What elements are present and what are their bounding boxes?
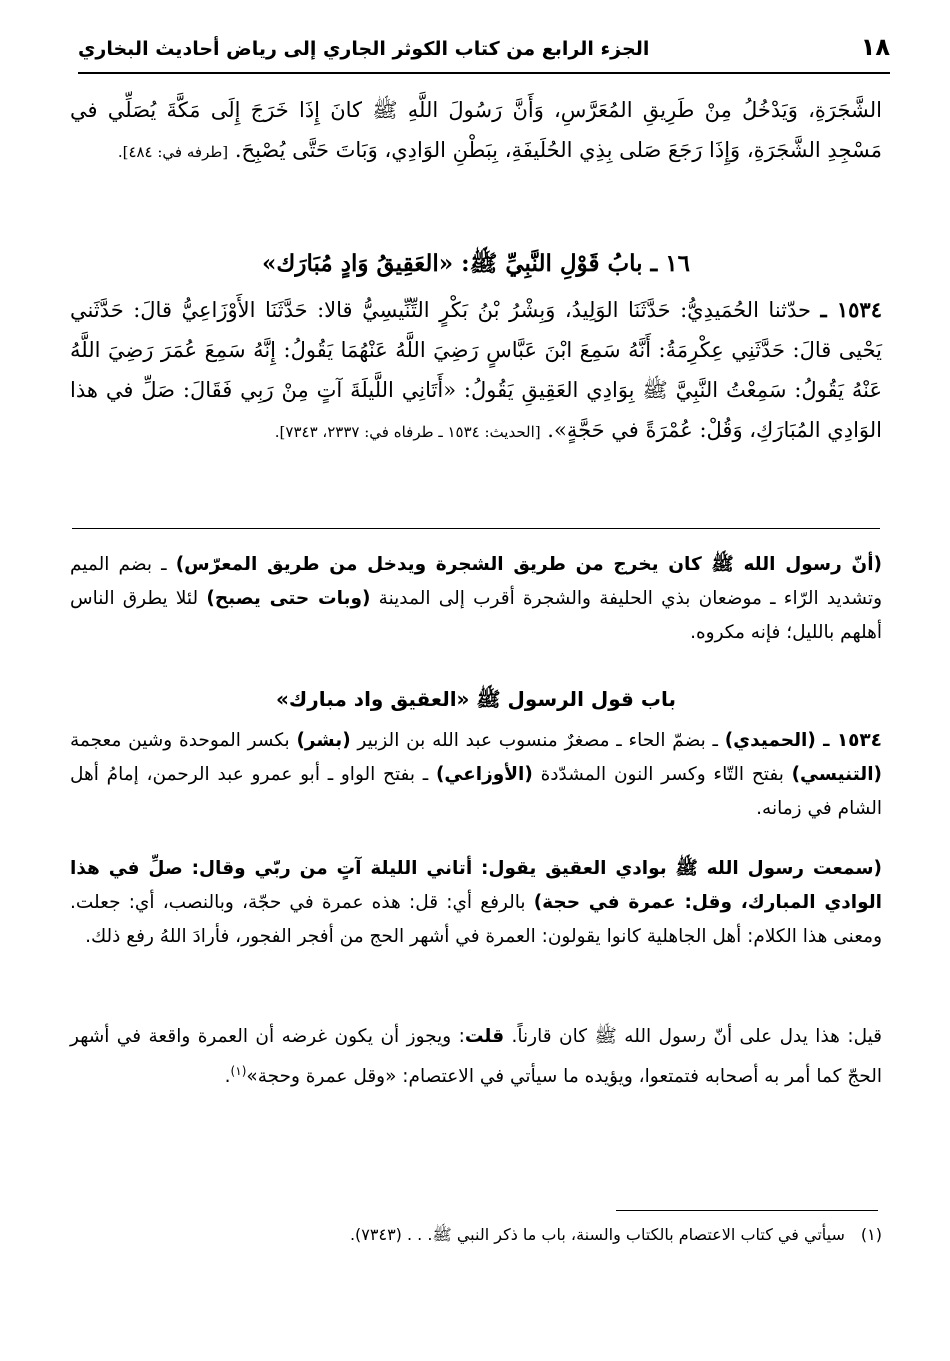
hadith-text: حدّثنا الحُمَيدِيُّ: حَدَّثَنَا الوَلِيدُ، وَبِشْرُ بْنُ بَكْرٍ التِّنِّيسِيُّ قالا: حَدَّثَنَا الأَوْزَاعِيُّ قالَ: حَدَّثَني يَحْيى قالَ: حَدَّثَنِي عِكْرِمَةُ: أَنَّهُ سَمِعَ ابْنَ عَبَّاسٍ رَضِيَ اللَّهُ عَنْهُمَا يَقُولُ: إِنَّهُ سَمِعَ عُمَرَ رَضِيَ اللَّهُ عَنْهُ يَقُولُ: سَمِعْتُ النَّبِيَّ ﷺ بِوَادِي العَقِيقِ يَقُولُ: «أَتَانِي اللَّيلَةَ آتٍ مِنْ رَبِي فَقَالَ: صَلِّ في هذا الوَادِي المُبَارَكِ، وَقُلْ: عُمْرَةً في حَجَّةٍ». xyxy=(70,298,882,442)
commentary-1-lemma: (أنّ رسول الله ﷺ كان يخرج من طريق الشجرة ويدخل من طريق المعرّس) xyxy=(175,554,883,575)
hadith-ref: [الحديث: ١٥٣٤ ـ طرفاه في: ٢٣٣٧، ٧٣٤٣]. xyxy=(274,423,541,441)
commentary-1-text: ـ بضم الميم وتشديد الرّاء ـ موضعان بذي الحليفة والشجرة أقرب إلى المدينة xyxy=(70,554,882,609)
commentary-2-lemma-2: (بشر) xyxy=(296,730,351,751)
commentary-3-lemma: (سمعت رسول الله ﷺ بوادي العقيق يقول: أتاني الليلة آتٍ من ربّي وقال: صلِّ في هذا الوادي المبارك، وقل: عمرة في حجة) xyxy=(70,858,882,913)
commentary-2-text-1: ـ بضمّ الحاء ـ مصغرٌ منسوب عبد الله بن الزبير xyxy=(350,730,725,751)
commentary-2-lemma-4: (الأوزاعي) xyxy=(435,764,533,785)
commentary-1-lemma-2: (وبات حتى يصبح) xyxy=(206,588,371,609)
commentary-4-text-1: قيل: هذا يدل على أنّ رسول الله ﷺ كان قارناً. xyxy=(504,1026,883,1047)
hadith-number: ١٥٣٤ ـ xyxy=(820,297,882,322)
page-number: ١٨ xyxy=(860,33,890,61)
commentary-2-number: ١٥٣٤ ـ xyxy=(815,730,882,751)
footnote xyxy=(70,1222,882,1248)
commentary-2-lemma-3: (التنيسي) xyxy=(791,764,882,785)
commentary-paragraph-3 xyxy=(70,852,882,954)
chapter-heading: ١٦ ـ بابُ قَوْلِ النَّبِيِّ ﷺ: «العَقِيقُ وَادٍ مُبَارَك» xyxy=(262,250,690,277)
section-divider xyxy=(72,528,880,529)
footnote-text: سيأتي في كتاب الاعتصام بالكتاب والسنة، باب ما ذكر النبي ﷺ. . . (٧٣٤٣). xyxy=(349,1225,845,1244)
commentary-4-text-3: . xyxy=(224,1066,231,1088)
commentary-chapter-heading: باب قول الرسول ﷺ «العقيق واد مبارك» xyxy=(276,687,676,711)
commentary-1-text-2: لئلا يطرق الناس أهلهم بالليل؛ فإنه مكروه. xyxy=(70,588,882,643)
commentary-2-lemma-1: (الحميدي) xyxy=(724,730,816,751)
commentary-2-text-3: بفتح التّاء وكسر النون المشدّدة xyxy=(532,764,792,785)
commentary-4-text-2: : ويجوز أن يكون غرضه أن العمرة واقعة في أشهر الحجّ كما أمر به أصحابه فتمتعوا، ويؤيده ما سيأتي في الاعتصام: «وقل عمرة وحجة» xyxy=(70,1026,882,1088)
commentary-3-text: بالرفع أي: قل: هذه عمرة في حجّة، وبالنصب، أي: جعلت. ومعنى هذا الكلام: أهل الجاهلية كانوا يقولون: العمرة في أشهر الحج من أفجر الفجور، فأرادَ اللهُ رفع ذلك. xyxy=(70,892,882,947)
footnote-ref[interactable]: (١) xyxy=(230,1064,247,1078)
commentary-paragraph-1 xyxy=(70,548,882,650)
hadith-continuation-text: الشَّجَرَةِ، وَيَدْخُلُ مِنْ طَرِيقِ المُعَرَّسِ، وَأَنَّ رَسُولَ اللَّهِ ﷺ كانَ إِذَا خَرَجَ إِلَى مَكَّةَ يُصَلِّي في مَسْجِدِ الشَّجَرَةِ، وَإِذَا رَجَعَ صَلى بِذِي الحُلَيفَةِ، بِبَطْنِ الوَادِي، وَبَاتَ حَتَّى يُصْبِحَ. xyxy=(70,98,882,162)
footnote-number: (١) xyxy=(860,1225,882,1244)
commentary-2-text-4: ـ بفتح الواو ـ أبو عمرو عبد الرحمن، إمامُ أهل الشام في زمانه. xyxy=(70,764,882,819)
hadith-1534 xyxy=(70,290,882,452)
running-title: الجزء الرابع من كتاب الكوثر الجاري إلى رياض أحاديث البخاري xyxy=(78,38,650,60)
page-header xyxy=(78,28,890,74)
commentary-paragraph-2 xyxy=(70,724,882,826)
footnote-divider xyxy=(616,1210,878,1211)
commentary-paragraph-4 xyxy=(70,1020,882,1094)
commentary-2-text-2: بكسر الموحدة وشين معجمة xyxy=(70,730,297,751)
hadith-continuation xyxy=(70,90,882,172)
hadith-continuation-ref: [طرفه في: ٤٨٤]. xyxy=(117,143,229,161)
commentary-4-qult: قلت xyxy=(464,1026,505,1047)
